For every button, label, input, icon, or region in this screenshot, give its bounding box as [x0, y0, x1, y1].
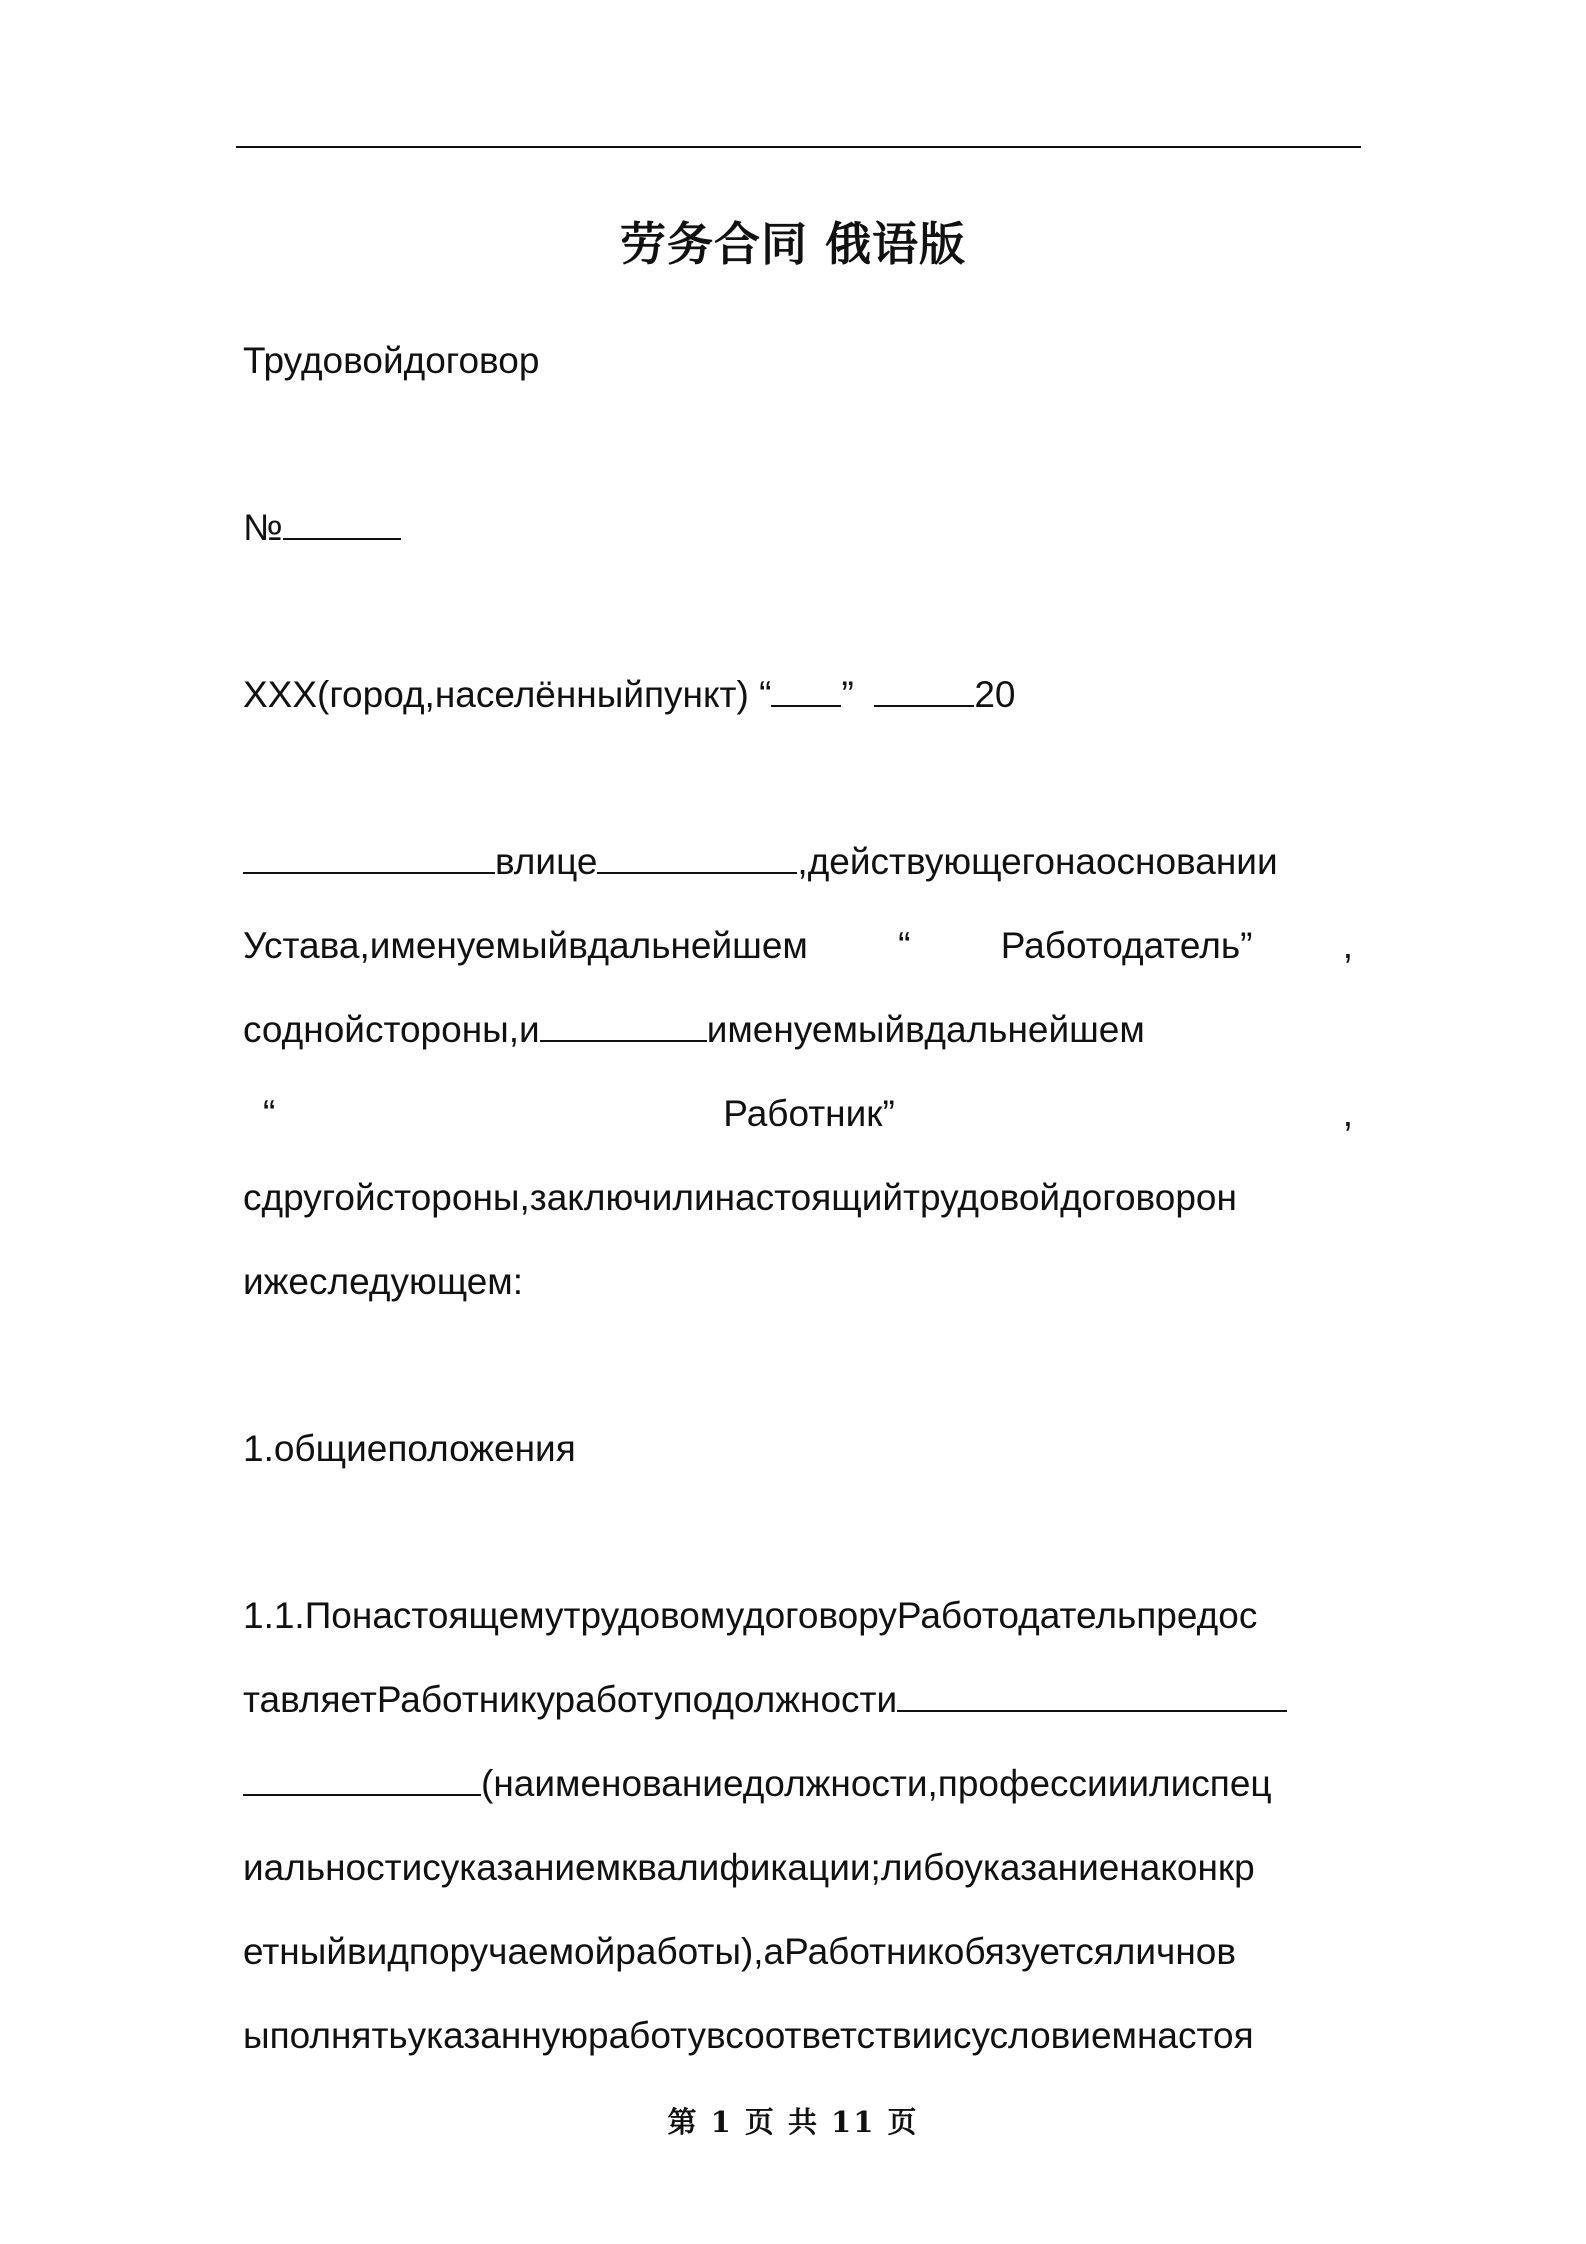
place-text: XXX(город,населённыйпункт) [243, 674, 749, 715]
intro-line-3: соднойстороны,и именуемыйвдальнейшем [243, 1009, 1145, 1050]
employee-name-blank [540, 1008, 707, 1042]
clause-1-1-line-1: 1.1.ПонастоящемутрудовомудоговоруРаботодательпредос [243, 1595, 1258, 1636]
contract-number-line [243, 503, 1353, 553]
intro-line-1: влице ,действующегонаосновании [243, 837, 1353, 887]
clause-1-1-line-4: иальностисуказаниемквалификации;либоуказаниенаконкр [243, 1847, 1255, 1888]
position-blank-continued [243, 1762, 481, 1796]
place-date-line: XXX(город,населённыйпункт) “ ” 20 [243, 674, 1016, 715]
day-blank [771, 673, 841, 707]
clause-1-1-line-3: (наименованиедолжности,профессииилиспец [243, 1759, 1353, 1809]
number-blank [283, 506, 401, 540]
month-blank [874, 673, 974, 707]
page-footer: 第 1 页 共 11 页 [667, 2105, 919, 2139]
clause-1-1-line-2: тавляетРаботникуработуподолжности [243, 1675, 1353, 1725]
header-rule [236, 146, 1361, 148]
representative-blank [597, 840, 797, 874]
intro-line-6: ижеследующем: [243, 1261, 524, 1302]
intro-line-4: “ Работник” , [263, 1093, 1353, 1134]
employer-name-blank [243, 840, 495, 874]
contract-heading: Трудовойдоговор [243, 340, 540, 381]
intro-line-5: сдругойстороны,заключилинастоящийтрудовойдоговорон [243, 1177, 1237, 1218]
section-1-title: 1.общиеположения [243, 1428, 576, 1469]
position-blank [897, 1678, 1287, 1712]
intro-line-2: Устава,именуемыйвдальнейшем “ Работодатель” , [243, 925, 1353, 966]
number-label: № [243, 507, 283, 548]
year-text: 20 [974, 674, 1016, 715]
clause-1-1-line-5: етныйвидпоручаемойработы),аРаботникобязуетсяличнов [243, 1931, 1237, 1972]
clause-1-1-line-6: ыполнятьуказаннуюработувсоответствиисусловиемнастоя [243, 2015, 1254, 2056]
document-title: 劳务合同 俄语版 [619, 217, 966, 271]
